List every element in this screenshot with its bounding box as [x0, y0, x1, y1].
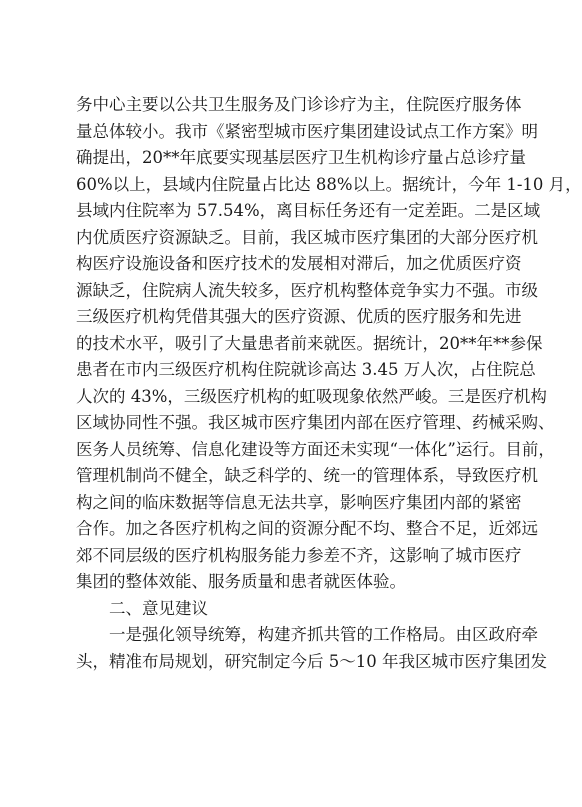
- section-paragraph-line: 一是强化领导统筹，构建齐抓共管的工作格局。由区政府牵: [109, 625, 538, 644]
- section-heading: 二、意见建议: [109, 598, 208, 618]
- paragraph-line: 三级医疗机构凭借其强大的医疗资源、优质的医疗服务和先进: [76, 307, 522, 326]
- paragraph-line: 管理机制尚不健全，缺乏科学的、统一的管理体系，导致医疗机: [76, 466, 538, 485]
- paragraph-line: 医务人员统筹、信息化建设等方面还未实现“一体化”运行。目前，: [76, 439, 555, 459]
- paragraph-line: 县域内住院率为 57.54%，离目标任务还有一定差距。二是区域: [76, 201, 541, 220]
- paragraph-line: 确提出，20**年底要实现基层医疗卫生机构诊疗量占总诊疗量: [76, 148, 526, 167]
- paragraph-line: 区域协同性不强。我区城市医疗集团内部在医疗管理、药械采购、: [76, 413, 555, 432]
- paragraph-line: 构医疗设施设备和医疗技术的发展相对滞后，加之优质医疗资: [76, 254, 522, 273]
- paragraph-line: 源缺乏，住院病人流失较多，医疗机构整体竞争实力不强。市级: [76, 280, 538, 300]
- paragraph-line: 构之间的临床数据等信息无法共享，影响医疗集团内部的紧密: [76, 492, 522, 512]
- paragraph-line: 量总体较小。我市《紧密型城市医疗集团建设试点工作方案》明: [76, 121, 538, 141]
- paragraph-line: 合作。加之各医疗机构之间的资源分配不均、整合不足，近郊远: [76, 519, 538, 538]
- paragraph-line: 人次的 43%，三级医疗机构的虹吸现象依然严峻。三是医疗机构: [76, 386, 547, 406]
- section-paragraph-line: 头，精准布局规划，研究制定今后 5～10 年我区城市医疗集团发: [76, 651, 547, 671]
- paragraph-line: 患者在市内三级医疗机构住院就诊高达 3.45 万人次，占住院总: [76, 360, 536, 379]
- paragraph-line: 内优质医疗资源缺乏。目前，我区城市医疗集团的大部分医疗机: [76, 227, 538, 247]
- paragraph-line: 的技术水平，吸引了大量患者前来就医。据统计，20**年**参保: [76, 333, 543, 353]
- paragraph-line: 务中心主要以公共卫生服务及门诊诊疗为主，住院医疗服务体: [76, 95, 522, 114]
- document-body: [76, 92, 582, 675]
- paragraph-line: 60%以上，县域内住院量占比达 88%以上。据统计，今年 1-10 月，: [76, 174, 582, 194]
- paragraph-line: 郊不同层级的医疗机构服务能力参差不齐，这影响了城市医疗: [76, 545, 522, 565]
- paragraph-line: 集团的整体效能、服务质量和患者就医体验。: [76, 572, 406, 591]
